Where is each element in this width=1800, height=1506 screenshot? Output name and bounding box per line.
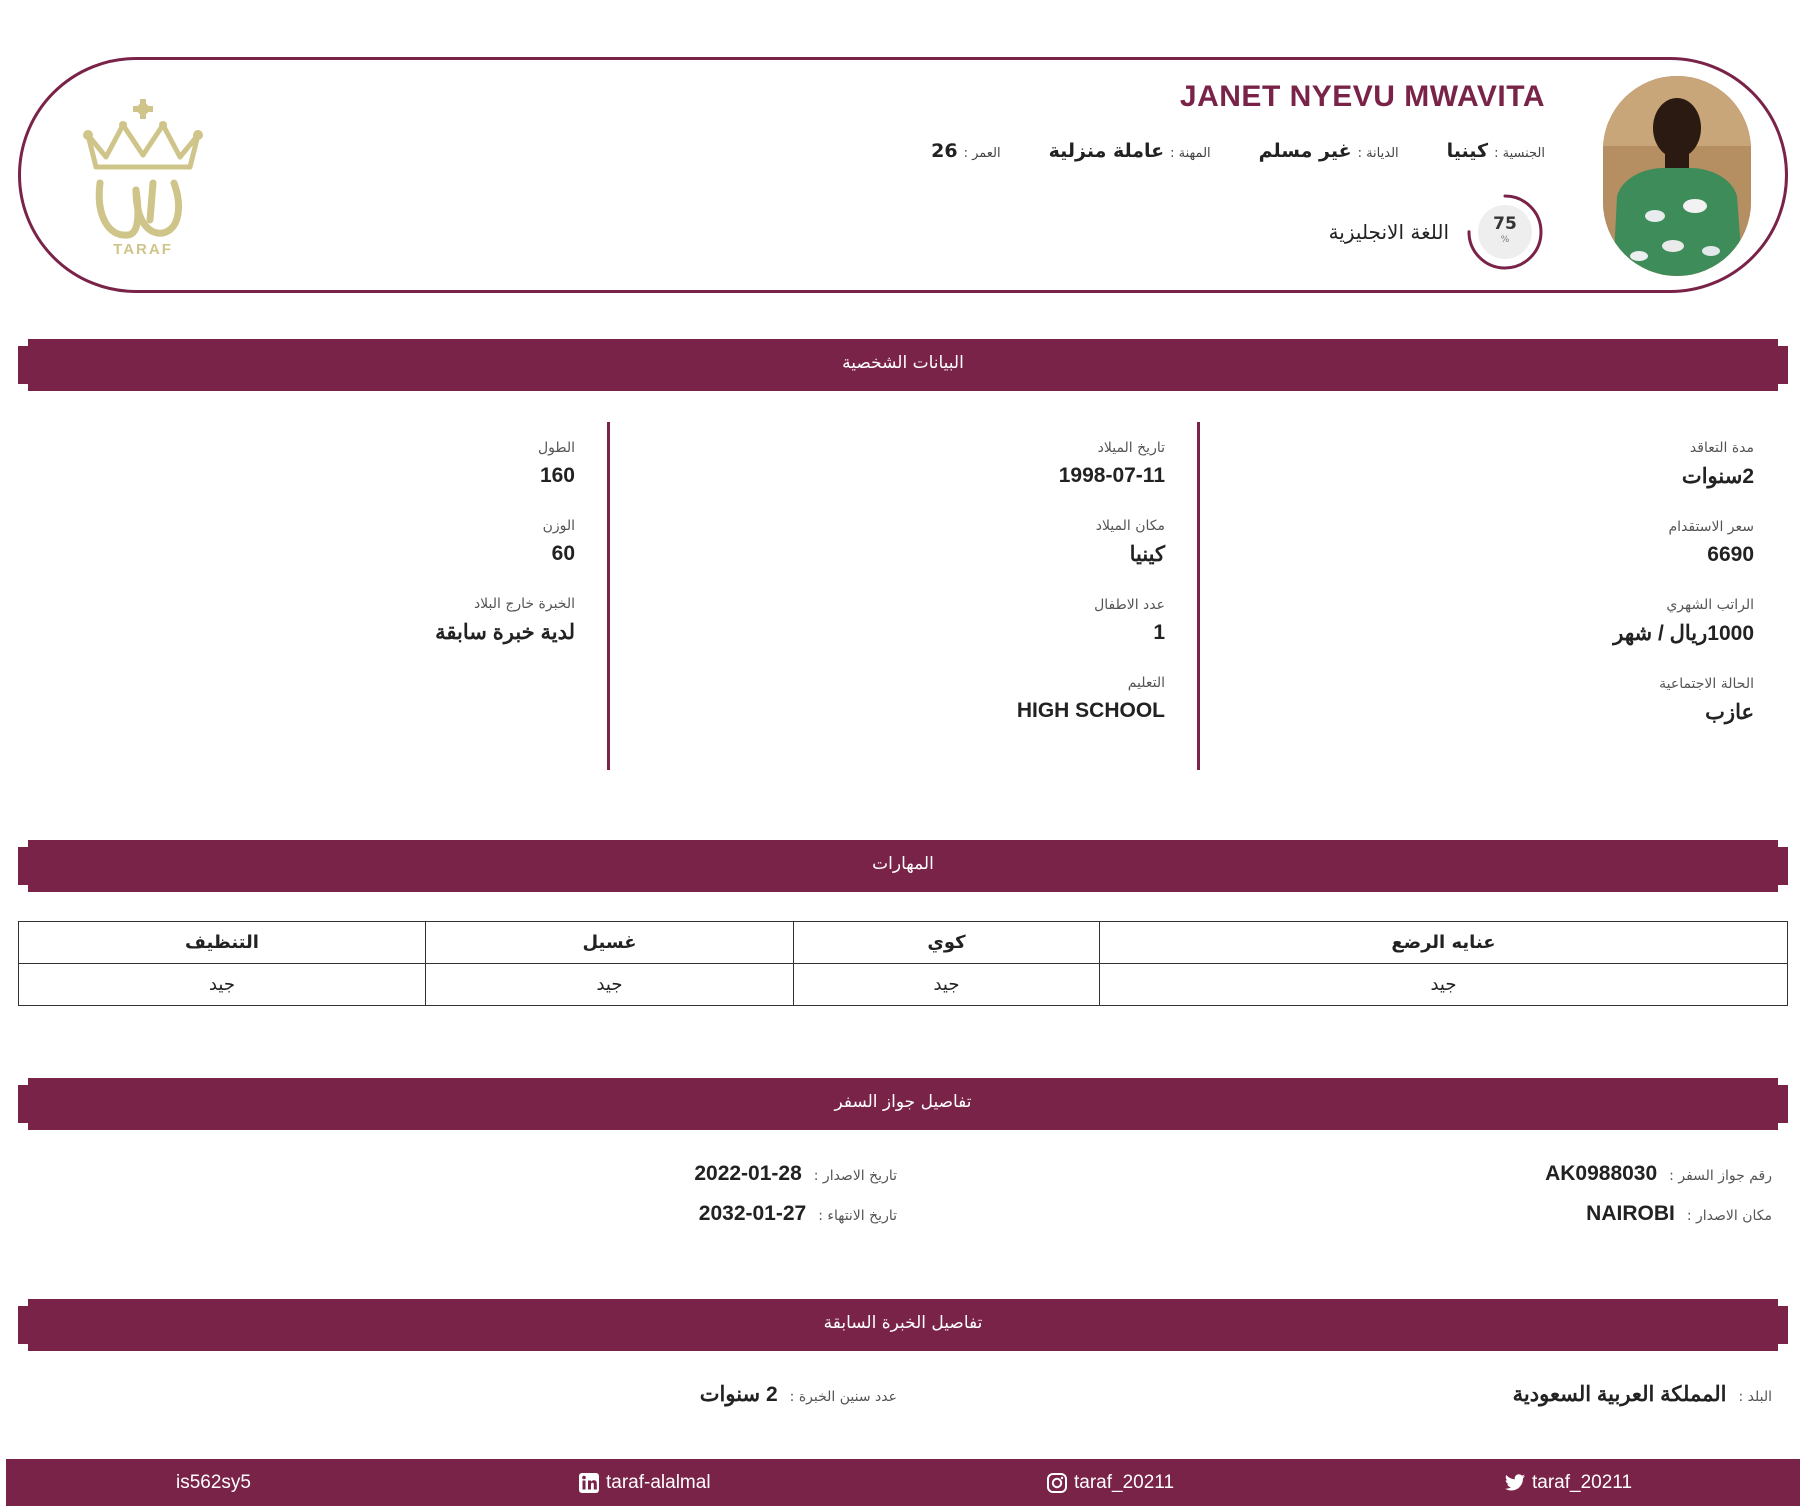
- personal-column-right: [1613, 440, 1754, 755]
- skill-header: التنظيف: [19, 922, 426, 964]
- children-label: عدد الاطفال: [1094, 597, 1165, 613]
- english-level-unit: %: [1500, 235, 1510, 245]
- english-progress-ring: [1465, 192, 1545, 272]
- height-field: [435, 440, 575, 488]
- issue-place-field: [1586, 1202, 1772, 1226]
- skill-header: عنايه الرضع: [1100, 922, 1788, 964]
- children-field: [1017, 597, 1165, 645]
- weight-value: 60: [551, 542, 575, 565]
- section-banner-skills: [18, 840, 1788, 892]
- birthdate-label: تاريخ الميلاد: [1097, 440, 1165, 456]
- height-label: الطول: [537, 440, 575, 456]
- weight-label: الوزن: [542, 518, 575, 534]
- issue-place-value: NAIROBI: [1586, 1202, 1675, 1225]
- marital-label: الحالة الاجتماعية: [1659, 676, 1754, 692]
- birthdate-value: 1998-07-11: [1058, 464, 1165, 487]
- contract-label: مدة التعاقد: [1689, 440, 1754, 456]
- education-label: التعليم: [1127, 675, 1165, 691]
- section-title-experience: تفاصيل الخبرة السابقة: [823, 1313, 983, 1333]
- issue-date-label: تاريخ الاصدار :: [813, 1168, 897, 1184]
- abroad-experience-value: لدية خبرة سابقة: [435, 621, 575, 644]
- skill-rating: جيد: [1100, 964, 1788, 1006]
- skill-rating: جيد: [794, 964, 1100, 1006]
- experience-years-field: [700, 1382, 897, 1407]
- taraf-logo: [78, 95, 208, 260]
- passport-number-value: AK0988030: [1545, 1162, 1658, 1185]
- candidate-photo: [1603, 76, 1751, 276]
- salary-field: [1613, 597, 1754, 646]
- age-field: [931, 140, 1001, 162]
- religion-value: غير مسلم: [1258, 140, 1352, 162]
- issue-date-value: 2022-01-28: [694, 1162, 802, 1185]
- age-value: 26: [931, 140, 958, 162]
- skill-header: كوي: [794, 922, 1100, 964]
- skills-table: [18, 921, 1788, 1006]
- abroad-experience-field: [435, 596, 575, 645]
- experience-country-field: [1513, 1382, 1772, 1407]
- column-divider: [1197, 422, 1200, 770]
- birthdate-field: [1017, 440, 1165, 488]
- experience-country-value: المملكة العربية السعودية: [1512, 1383, 1727, 1406]
- passport-number-field: [1545, 1162, 1772, 1186]
- skills-header-row: [19, 922, 1788, 964]
- salary-label: الراتب الشهري: [1666, 597, 1754, 613]
- marital-field: [1613, 676, 1754, 725]
- recruit-price-label: سعر الاستقدام: [1668, 519, 1754, 535]
- age-label: العمر :: [963, 146, 1001, 161]
- footer-code-text: is562sy5: [176, 1472, 251, 1493]
- skill-header: غسيل: [426, 922, 794, 964]
- nationality-label: الجنسية :: [1494, 146, 1545, 161]
- issue-date-field: [694, 1162, 897, 1186]
- footer-code: [176, 1472, 251, 1494]
- birthplace-field: [1017, 518, 1165, 567]
- marital-value: عازب: [1705, 701, 1754, 724]
- candidate-meta: [931, 140, 1545, 162]
- experience-years-label: عدد سنين الخبرة :: [789, 1389, 897, 1405]
- nationality-field: [1447, 140, 1545, 162]
- education-field: [1017, 675, 1165, 723]
- abroad-experience-label: الخبرة خارج البلاد: [473, 596, 575, 612]
- recruit-price-value: 6690: [1707, 543, 1754, 566]
- linkedin-icon: [578, 1472, 600, 1494]
- personal-column-left: [435, 440, 575, 675]
- section-title-personal: البيانات الشخصية: [842, 353, 964, 373]
- footer-linkedin-link[interactable]: [578, 1472, 711, 1494]
- religion-label: الديانة :: [1357, 146, 1399, 161]
- section-banner-experience: [18, 1299, 1788, 1351]
- twitter-icon: [1504, 1472, 1526, 1494]
- footer-instagram-link[interactable]: [1046, 1472, 1174, 1494]
- section-banner-passport: [18, 1078, 1788, 1130]
- expiry-date-label: تاريخ الانتهاء :: [818, 1208, 897, 1224]
- birthplace-label: مكان الميلاد: [1095, 518, 1165, 534]
- column-divider: [607, 422, 610, 770]
- footer-linkedin-text: taraf-alalmal: [606, 1472, 711, 1493]
- experience-years-value: 2 سنوات: [699, 1383, 778, 1406]
- contract-field: [1613, 440, 1754, 489]
- height-value: 160: [539, 464, 575, 487]
- english-label: اللغة الانجليزية: [1328, 220, 1449, 244]
- personal-column-middle: [1017, 440, 1165, 753]
- nationality-value: كينيا: [1446, 140, 1489, 162]
- footer-twitter-text: taraf_20211: [1532, 1472, 1633, 1493]
- passport-number-label: رقم جواز السفر :: [1669, 1168, 1772, 1184]
- profession-field: [1049, 140, 1211, 162]
- profession-label: المهنة :: [1170, 146, 1211, 161]
- experience-country-label: البلد :: [1738, 1389, 1772, 1405]
- education-value: HIGH SCHOOL: [1016, 699, 1165, 722]
- issue-place-label: مكان الاصدار :: [1686, 1208, 1772, 1224]
- english-level-value: 75: [1493, 214, 1517, 234]
- section-title-passport: تفاصيل جواز السفر: [834, 1092, 972, 1112]
- weight-field: [435, 518, 575, 566]
- footer-bar: [6, 1459, 1800, 1506]
- skills-value-row: [19, 964, 1788, 1006]
- profession-value: عاملة منزلية: [1048, 140, 1165, 162]
- contract-value: 2سنوات: [1681, 465, 1754, 488]
- section-banner-personal: [18, 339, 1788, 391]
- recruit-price-field: [1613, 519, 1754, 567]
- skill-rating: جيد: [426, 964, 794, 1006]
- section-title-skills: المهارات: [872, 854, 934, 874]
- children-value: 1: [1153, 621, 1165, 644]
- salary-value: 1000ريال / شهر: [1613, 622, 1754, 645]
- candidate-name: JANET NYEVU MWAVITA: [1179, 80, 1545, 113]
- religion-field: [1259, 140, 1399, 162]
- expiry-date-field: [699, 1202, 897, 1226]
- logo-text: TARAF: [113, 241, 173, 258]
- birthplace-value: كينيا: [1129, 543, 1165, 566]
- footer-twitter-link[interactable]: [1504, 1472, 1632, 1494]
- english-level: [1329, 192, 1545, 272]
- skill-rating: جيد: [19, 964, 426, 1006]
- instagram-icon: [1046, 1472, 1068, 1494]
- expiry-date-value: 2032-01-27: [698, 1202, 807, 1225]
- footer-instagram-text: taraf_20211: [1074, 1472, 1175, 1493]
